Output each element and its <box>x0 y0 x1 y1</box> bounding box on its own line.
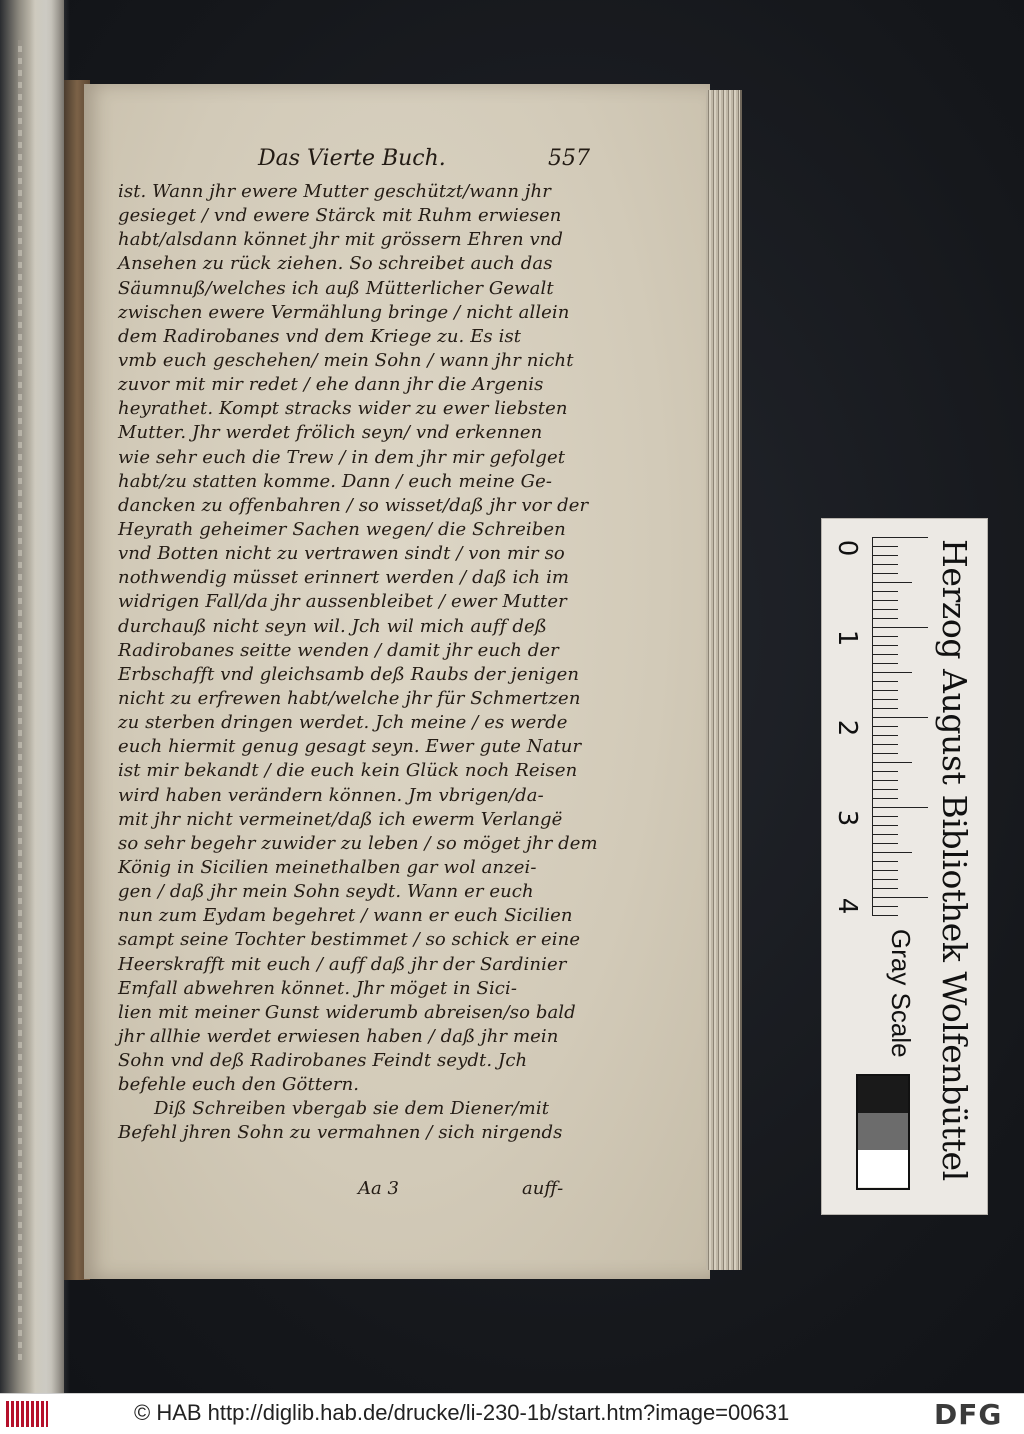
text-line: vmb euch geschehen/ mein Sohn / wann jhr nicht <box>118 349 574 371</box>
text-line: so sehr begehr zuwider zu leben / so möget jhr dem <box>118 832 598 854</box>
page-header <box>258 146 598 178</box>
ruler-tick <box>872 744 898 745</box>
catchword: auff- <box>522 1178 564 1199</box>
ruler-number: 1 <box>832 629 862 647</box>
ruler-numbers <box>826 519 866 1019</box>
ruler-tick <box>872 807 928 808</box>
gray-scale-label: Gray Scale <box>886 929 916 1058</box>
ruler-tick <box>872 582 912 583</box>
ruler-baseline <box>872 537 873 915</box>
text-line: dem Radirobanes vnd dem Kriege zu. Es ist <box>118 325 522 347</box>
text-line: durchauß nicht seyn wil. Jch wil mich auff deß <box>118 615 547 637</box>
text-line: befehle euch den Göttern. <box>118 1074 360 1096</box>
text-line: heyrathet. Kompt stracks wider zu ewer liebsten <box>118 398 568 420</box>
ruler-number: 4 <box>832 897 862 915</box>
text-line: vnd Botten nicht zu vertrawen sindt / von mir so <box>118 543 565 565</box>
ruler-number: 2 <box>832 719 862 737</box>
ruler-tick <box>872 546 898 547</box>
text-line: lien mit meiner Gunst widerumb abreisen/so bald <box>118 1001 576 1023</box>
ruler-tick <box>872 609 898 610</box>
ruler-tick <box>872 852 912 853</box>
swatch-mid <box>858 1113 908 1150</box>
text-line: widrigen Fall/da jhr aussenbleibet / ewer Mutter <box>118 591 567 613</box>
ruler-tick <box>872 726 898 727</box>
text-line: Mutter. Jhr werdet frölich seyn/ vnd erkennen <box>118 422 543 444</box>
text-line: sampt seine Tochter bestimmet / so schick er eine <box>118 929 581 951</box>
text-line: Erbschafft vnd gleichsamb deß Raubs der jenigen <box>118 663 580 685</box>
dfg-logo: DFG <box>934 1398 1003 1431</box>
text-line: wie sehr euch die Trew / in dem jhr mir gefolget <box>118 446 566 468</box>
text-line: Diß Schreiben vbergab sie dem Diener/mit <box>154 1098 550 1120</box>
ruler-tick <box>872 663 898 664</box>
ruler-tick <box>872 780 898 781</box>
ruler-tick <box>872 762 912 763</box>
text-line: mit jhr nicht vermeinet/daß ich ewerm Verlangë <box>118 808 563 830</box>
text-line: Emfall abwehren könnet. Jhr möget in Sici- <box>118 977 518 999</box>
ruler-tick <box>872 834 898 835</box>
text-line: habt/alsdann könnet jhr mit grössern Ehren vnd <box>118 229 564 251</box>
ruler-tick <box>872 861 898 862</box>
ruler-tick <box>872 672 912 673</box>
ruler-tick <box>872 825 898 826</box>
text-line: zwischen ewere Vermählung bringe / nicht allein <box>118 301 570 323</box>
ruler-tick <box>872 699 898 700</box>
text-line: Sohn vnd deß Radirobanes Feindt seydt. Jch <box>118 1050 528 1072</box>
text-line: König in Sicilien meinethalben gar wol anzei- <box>118 856 537 878</box>
swatch-light <box>858 1150 908 1187</box>
text-line: Ansehen zu rück ziehen. So schreibet auch das <box>118 253 553 275</box>
text-line: zuvor mit mir redet / ehe dann jhr die Argenis <box>118 374 544 396</box>
catchword-line <box>118 1178 588 1204</box>
ruler-tick <box>872 879 898 880</box>
ruler-tick <box>872 753 898 754</box>
swatch-dark <box>858 1076 908 1113</box>
text-line: gesieget / vnd ewere Stärck mit Ruhm erwiesen <box>118 205 562 227</box>
scale-ruler <box>821 518 988 1215</box>
ruler-tick <box>872 573 898 574</box>
ruler-tick <box>872 843 898 844</box>
ruler-tick <box>872 888 898 889</box>
text-line: euch hiermit genug gesagt seyn. Ewer gute Natur <box>118 736 582 758</box>
ruler-tick <box>872 789 898 790</box>
ruler-tick <box>872 627 928 628</box>
ruler-tick <box>872 654 898 655</box>
ruler-tick <box>872 897 928 898</box>
text-line: habt/zu statten komme. Dann / euch meine Ge- <box>118 470 553 492</box>
signature-mark: Aa 3 <box>358 1178 399 1199</box>
ruler-tick <box>872 681 898 682</box>
ruler-ticks <box>872 537 932 917</box>
ruler-tick <box>872 798 898 799</box>
ruler-tick <box>872 564 898 565</box>
ruler-tick <box>872 555 898 556</box>
ruler-tick <box>872 645 898 646</box>
text-line: Heyrath geheimer Sachen wegen/ die Schreiben <box>118 518 566 540</box>
text-line: gen / daß jhr mein Sohn seydt. Wann er euch <box>118 881 534 903</box>
ruler-tick <box>872 600 898 601</box>
ruler-tick <box>872 708 898 709</box>
ruler-number: 3 <box>832 809 862 827</box>
page-edges <box>706 90 742 1270</box>
text-line: nicht zu erfrewen habt/welche jhr für Schmertzen <box>118 687 581 709</box>
text-line: nun zum Eydam begehret / wann er euch Sicilien <box>118 905 573 927</box>
ruler-number: 0 <box>832 539 862 557</box>
ruler-tick <box>872 636 898 637</box>
institution-name: Herzog August Bibliothek Wolfenbüttel <box>935 539 974 1181</box>
footer-bar <box>0 1393 1024 1434</box>
ruler-tick <box>872 906 898 907</box>
copyright-url-text: © HAB http://diglib.hab.de/drucke/li-230-1b/start.htm?image=00631 <box>134 1400 790 1425</box>
page-number: 557 <box>548 146 590 171</box>
text-line: nothwendig müsset erinnert werden / daß ich im <box>118 567 570 589</box>
ruler-tick <box>872 816 898 817</box>
text-line: jhr allhie werdet erwiesen haben / daß jhr mein <box>118 1025 559 1047</box>
hab-logo-icon <box>6 1401 48 1427</box>
gray-scale-swatches <box>856 1074 910 1190</box>
text-block <box>118 180 598 1146</box>
text-line: Radirobanes seitte wenden / damit jhr euch der <box>118 639 559 661</box>
ruler-tick <box>872 735 898 736</box>
text-line: Heerskrafft mit euch / auff daß jhr der Sardinier <box>118 953 567 975</box>
ruler-tick <box>872 717 928 718</box>
running-head: Das Vierte Buch. <box>258 146 446 171</box>
ruler-tick <box>872 618 898 619</box>
text-line: ist. Wann jhr ewere Mutter geschützt/wann jhr <box>118 181 551 202</box>
text-line: dancken zu offenbahren / so wisset/daß jhr vor der <box>118 494 589 516</box>
text-line: Säumnuß/welches ich auß Mütterlicher Gewalt <box>118 277 554 299</box>
ruler-tick <box>872 915 898 916</box>
text-line: zu sterben dringen werdet. Jch meine / es werde <box>118 712 568 734</box>
text-line: Befehl jhren Sohn zu vermahnen / sich nirgends <box>118 1122 563 1144</box>
ruler-tick <box>872 771 898 772</box>
ruler-tick <box>872 537 928 538</box>
ruler-tick <box>872 591 898 592</box>
ruler-tick <box>872 870 898 871</box>
text-line: wird haben verändern können. Jm vbrigen/da- <box>118 784 544 806</box>
ruler-tick <box>872 690 898 691</box>
text-line: ist mir bekandt / die euch kein Glück noch Reisen <box>118 760 578 782</box>
